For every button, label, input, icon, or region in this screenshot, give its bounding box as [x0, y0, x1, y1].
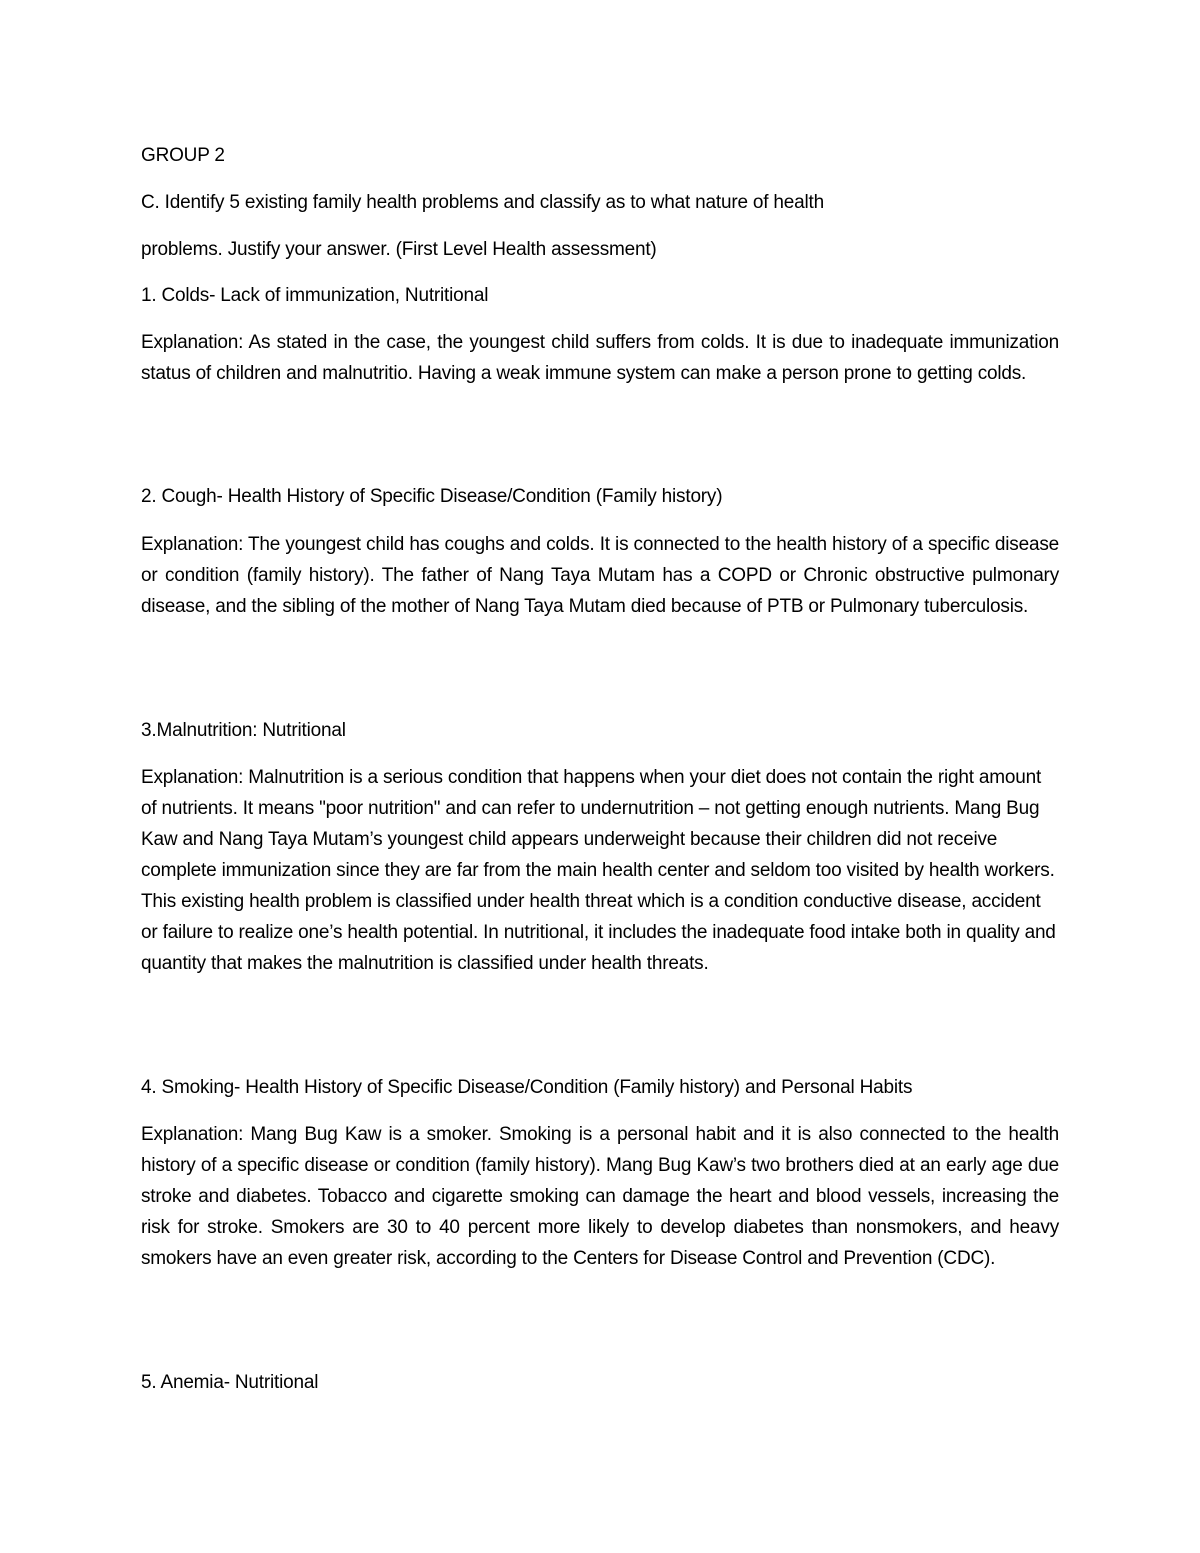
item-2-explanation: Explanation: The youngest child has coughs and colds. It is connected to the health history of a specific disease or condition (family history). The father of Nang Taya Mutam has a COPD or Chronic obstructive pulmonary disease, and the sibling of the mother of Nang Taya Mutam died because of PTB or Pulmonary tuberculosis. [141, 534, 1059, 617]
item-5-heading: 5. Anemia- Nutritional [141, 1372, 319, 1393]
item-3-explanation: Explanation: Malnutrition is a serious condition that happens when your diet does not contain the right amount of nutrients. It means "poor nutrition" and can refer to undernutrition – not getting enough nutrients. Mang Bug Kaw and Nang Taya Mutam’s youngest child appears underweight because their children did not receive complete immunization since they are far from the main health center and seldom too visited by health workers. This existing health problem is classified under health threat which is a condition conductive disease, accident or failure to realize one’s health potential. In nutritional, it includes the inadequate food intake both in quality and quantity that makes the malnutrition is classified under health threats. [141, 767, 1056, 974]
instruction-line-2: problems. Justify your answer. (First Level Health assessment) [141, 239, 657, 260]
item-1-explanation: Explanation: As stated in the case, the youngest child suffers from colds. It is due to inadequate immunization status of children and malnutritio. Having a weak immune system can make a person prone to getting colds. [141, 332, 1059, 384]
item-1-heading: 1. Colds- Lack of immunization, Nutritional [141, 285, 489, 306]
instruction-line-1: C. Identify 5 existing family health problems and classify as to what nature of health [141, 192, 824, 213]
item-4-explanation: Explanation: Mang Bug Kaw is a smoker. Smoking is a personal habit and it is also connected to the health history of a specific disease or condition (family history). Mang Bug Kaw’s two brothers died at an early age due stroke and diabetes. Tobacco and cigarette smoking can damage the heart and blood vessels, increasing the risk for stroke. Smokers are 30 to 40 percent more likely to develop diabetes than nonsmokers, and heavy smokers have an even greater risk, according to the Centers for Disease Control and Prevention (CDC). [141, 1124, 1059, 1269]
item-4-heading: 4. Smoking- Health History of Specific Disease/Condition (Family history) and Personal Habits [141, 1077, 913, 1098]
item-2-heading: 2. Cough- Health History of Specific Disease/Condition (Family history) [141, 486, 723, 507]
group-label: GROUP 2 [141, 145, 225, 166]
item-3-heading: 3.Malnutrition: Nutritional [141, 720, 346, 741]
